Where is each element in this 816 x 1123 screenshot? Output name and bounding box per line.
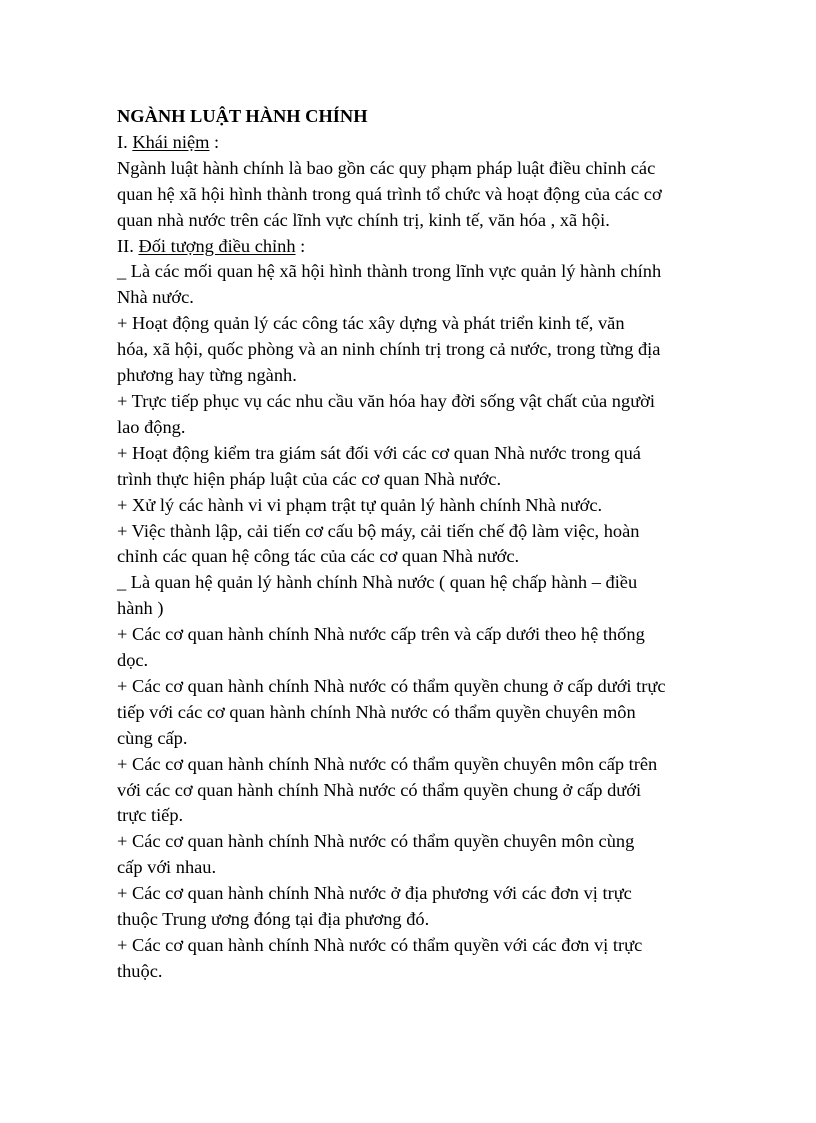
paragraph-line: cấp với nhau.	[117, 857, 217, 878]
paragraph-line: trực tiếp.	[117, 805, 184, 826]
paragraph-line: + Các cơ quan hành chính Nhà nước có thẩm quyền chuyên môn cấp trên	[117, 753, 658, 774]
paragraph-line: dọc.	[117, 650, 149, 671]
paragraph-line: + Các cơ quan hành chính Nhà nước ở địa phương với các đơn vị trực	[117, 883, 632, 904]
paragraph-line: phương hay từng ngành.	[117, 365, 297, 386]
document-page	[117, 104, 717, 985]
paragraph-line: + Hoạt động quản lý các công tác xây dựng và phát triển kinh tế, văn	[117, 313, 625, 334]
paragraph-line: thuộc Trung ương đóng tại địa phương đó.	[117, 909, 430, 930]
paragraph-line: + Các cơ quan hành chính Nhà nước cấp trên và cấp dưới theo hệ thống	[117, 624, 645, 645]
paragraph-line: quan nhà nước trên các lĩnh vực chính trị, kinh tế, văn hóa , xã hội.	[117, 209, 610, 230]
paragraph-line: Ngành luật hành chính là bao gồn các quy phạm pháp luật điều chỉnh các	[117, 157, 656, 178]
document-title: NGÀNH LUẬT HÀNH CHÍNH	[117, 106, 368, 126]
paragraph-line: cùng cấp.	[117, 727, 188, 748]
section-title: Đối tượng điều chỉnh	[138, 235, 296, 256]
paragraph-line: + Các cơ quan hành chính Nhà nước có thẩm quyền chuyên môn cùng	[117, 831, 635, 852]
paragraph-line: hành )	[117, 598, 164, 619]
paragraph-line: thuộc.	[117, 960, 163, 981]
section-title: Khái niệm	[132, 131, 210, 152]
paragraph-line: với các cơ quan hành chính Nhà nước có thẩm quyền chung ở cấp dưới	[117, 779, 642, 800]
paragraph-line: trình thực hiện pháp luật của các cơ quan Nhà nước.	[117, 468, 502, 489]
section-number: I.	[117, 131, 133, 152]
paragraph-line: chỉnh các quan hệ công tác của các cơ quan Nhà nước.	[117, 546, 520, 567]
paragraph-line: _ Là các mối quan hệ xã hội hình thành trong lĩnh vực quản lý hành chính	[117, 261, 662, 282]
section-number: II.	[117, 235, 139, 256]
paragraph-line: tiếp với các cơ quan hành chính Nhà nước có thẩm quyền chuyên môn	[117, 701, 636, 722]
section-heading-doi-tuong	[117, 234, 717, 260]
paragraph-line: + Các cơ quan hành chính Nhà nước có thẩm quyền với các đơn vị trực	[117, 935, 643, 955]
paragraph-line: _ Là quan hệ quản lý hành chính Nhà nước ( quan hệ chấp hành – điều	[117, 572, 638, 593]
paragraph-line: + Trực tiếp phục vụ các nhu cầu văn hóa hay đời sống vật chất của người	[117, 390, 655, 411]
section-heading-khai-niem	[117, 130, 717, 156]
paragraph-line: + Xử lý các hành vi vi phạm trật tự quản lý hành chính Nhà nước.	[117, 494, 603, 515]
section-colon: :	[295, 235, 306, 256]
paragraph-line: lao động.	[117, 416, 186, 437]
paragraph-line: Nhà nước.	[117, 287, 194, 308]
paragraph-line: hóa, xã hội, quốc phòng và an ninh chính trị trong cả nước, trong từng địa	[117, 339, 661, 360]
paragraph-line: + Các cơ quan hành chính Nhà nước có thẩm quyền chung ở cấp dưới trực	[117, 675, 666, 696]
section-colon: :	[209, 131, 220, 152]
paragraph-line: quan hệ xã hội hình thành trong quá trình tổ chức và hoạt động của các cơ	[117, 183, 662, 204]
paragraph-line: + Việc thành lập, cải tiến cơ cấu bộ máy, cải tiến chế độ làm việc, hoàn	[117, 520, 640, 541]
paragraph-line: + Hoạt động kiểm tra giám sát đối với các cơ quan Nhà nước trong quá	[117, 442, 641, 463]
